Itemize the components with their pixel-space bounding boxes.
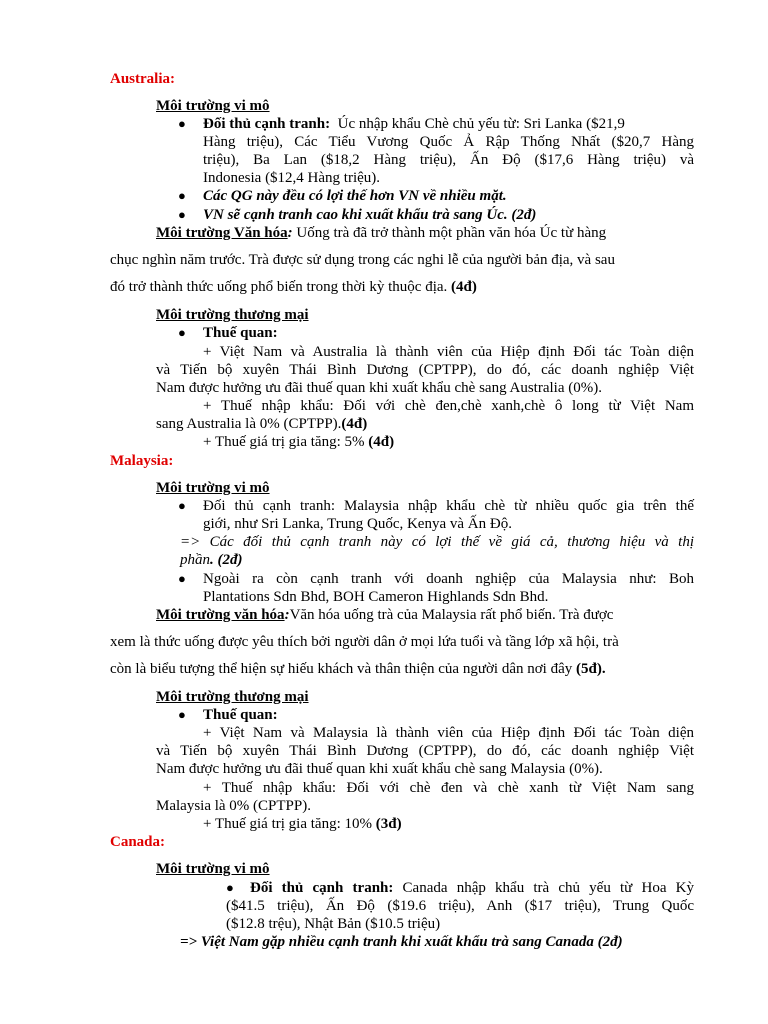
malaysia-culture-line: Môi trường văn hóa:Văn hóa uống trà của Malaysia rất phổ biến. Trà được [156, 607, 614, 623]
australia-culture-score: (4đ) [451, 279, 477, 295]
bullet-icon: ● [178, 498, 186, 513]
malaysia-competitor-text: Đối thủ cạnh tranh: Malaysia nhập khẩu chè từ nhiều quốc gia trên thế [203, 498, 694, 514]
australia-culture-text: Uống trà đã trở thành một phần văn hóa Úc từ hàng [292, 225, 607, 241]
malaysia-culture-text: Văn hóa uống trà của Malaysia rất phổ biến. Trà được [289, 607, 614, 623]
australia-competitor-text: triệu), Ba Lan ($18,2 Hàng triệu), Ấn Độ ($17,6 Hàng triệu) và [203, 152, 694, 168]
malaysia-tariff-text: + Việt Nam và Malaysia là thành viên của Hiệp định Đối tác Toàn diện [203, 725, 694, 741]
australia-competition-note: VN sẽ cạnh tranh cao khi xuất khẩu trà sang Úc. (2đ) [203, 207, 537, 223]
malaysia-tariff-text: Nam được hưởng ưu đãi thuế quan khi xuất khẩu chè sang Malaysia (0%). [156, 761, 603, 777]
canada-conclusion: => Việt Nam gặp nhiều cạnh tranh khi xuất khẩu trà sang Canada (2đ) [180, 934, 623, 950]
malaysia-heading: Malaysia: [110, 453, 174, 469]
australia-competitor-line [203, 115, 625, 133]
malaysia-competitor-text: giới, như Sri Lanka, Trung Quốc, Kenya và Ấn Độ. [203, 516, 512, 532]
bullet-icon: ● [178, 207, 186, 222]
canada-competitor-label: Đối thủ cạnh tranh: [250, 880, 394, 896]
malaysia-culture-score: (5đ). [575, 661, 606, 677]
malaysia-import-tax: + Thuế nhập khẩu: Đối với chè đen và chè xanh từ Việt Nam sang [203, 780, 694, 796]
malaysia-local-competitors: Plantations Sdn Bhd, BOH Cameron Highlands Sdn Bhd. [203, 589, 549, 605]
malaysia-competitor-conclusion-line: phần. (2đ) [180, 552, 243, 568]
canada-heading: Canada: [110, 834, 166, 850]
malaysia-competitor-score: . (2đ) [210, 552, 243, 568]
australia-competitor-text: Hàng triệu), Các Tiểu Vương Quốc Ả Rập Thống Nhất ($20,7 Hàng [203, 134, 694, 150]
australia-vat-line: + Thuế giá trị gia tăng: 5% (4đ) [203, 434, 395, 450]
malaysia-local-competitors: Ngoài ra còn cạnh tranh với doanh nghiệp của Malaysia như: Boh [203, 571, 694, 587]
australia-trade-title: Môi trường thương mại [156, 307, 309, 323]
australia-culture-text: đó trở thành thức uống phổ biến trong thời kỳ thuộc địa. [110, 279, 452, 295]
australia-heading: Australia: [110, 71, 175, 87]
malaysia-culture-text: còn là biểu tượng thể hiện sự hiếu khách và thân thiện của người dân nơi đây [110, 661, 576, 677]
bullet-icon: ● [178, 116, 186, 131]
bullet-icon: ● [178, 325, 186, 340]
australia-culture-title: Môi trường Văn hóa [156, 225, 288, 241]
australia-competitor-text: Úc nhập khẩu Chè chủ yếu từ: Sri Lanka ($21,9 [337, 116, 625, 132]
malaysia-culture-title: Môi trường văn hóa [156, 607, 285, 623]
canada-competitor-line [250, 879, 694, 897]
australia-tariff-text: và Tiến bộ xuyên Thái Bình Dương (CPTPP), do đó, các doanh nghiệp Việt [156, 362, 694, 378]
australia-culture-text: chục nghìn năm trước. Trà được sử dụng trong các nghi lễ của người bản địa, và sau [110, 252, 615, 268]
bullet-icon: ● [178, 188, 186, 203]
australia-advantage-note: Các QG này đều có lợi thế hơn VN về nhiều mặt. [203, 188, 507, 204]
malaysia-trade-title: Môi trường thương mại [156, 689, 309, 705]
australia-tariff-text: Nam được hưởng ưu đãi thuế quan khi xuất khẩu chè sang Australia (0%). [156, 380, 602, 396]
malaysia-culture-line [110, 660, 606, 678]
australia-import-score: (4đ) [341, 416, 368, 432]
australia-competitor-label: Đối thủ cạnh tranh: [203, 116, 331, 132]
canada-competitor-text: Canada nhập khẩu trà chủ yếu từ Hoa Kỳ [393, 880, 694, 896]
australia-competitor-text: Indonesia ($12,4 Hàng triệu). [203, 170, 381, 186]
australia-tariff-label: Thuế quan: [203, 325, 278, 341]
australia-micro-title: Môi trường vi mô [156, 98, 270, 114]
malaysia-micro-title: Môi trường vi mô [156, 480, 270, 496]
malaysia-culture-text: xem là thức uống được yêu thích bởi người dân ở mọi lứa tuổi và tầng lớp xã hội, trà [110, 634, 619, 650]
australia-tariff-text: + Việt Nam và Australia là thành viên của Hiệp định Đối tác Toàn diện [203, 344, 694, 360]
malaysia-import-tax: Malaysia là 0% (CPTPP). [156, 798, 311, 814]
australia-import-tax-line: sang Australia là 0% (CPTPP).(4đ) [156, 416, 368, 432]
australia-import-tax: + Thuế nhập khẩu: Đối với chè đen,chè xanh,chè ô long từ Việt Nam [203, 398, 694, 414]
bullet-icon: ● [178, 571, 186, 586]
malaysia-vat-score: (3đ) [375, 816, 402, 832]
malaysia-tariff-label: Thuế quan: [203, 707, 278, 723]
bullet-icon: ● [178, 707, 186, 722]
malaysia-vat-line: + Thuế giá trị gia tăng: 10% (3đ) [203, 816, 402, 832]
malaysia-competitor-conclusion: => Các đối thủ cạnh tranh này có lợi thế về giá cả, thương hiệu và thị [180, 534, 694, 550]
malaysia-tariff-text: và Tiến bộ xuyên Thái Bình Dương (CPTPP), do đó, các doanh nghiệp Việt [156, 743, 694, 759]
bullet-icon: ● [226, 880, 234, 895]
canada-micro-title: Môi trường vi mô [156, 861, 270, 877]
canada-competitor-text: ($41.5 triệu), Ấn Độ ($19.6 triệu), Anh ($17 triệu), Trung Quốc [226, 898, 694, 914]
canada-competitor-text: ($12.8 trệu), Nhật Bản ($10.5 triệu) [226, 916, 441, 932]
australia-culture-line [110, 278, 477, 296]
australia-vat-score: (4đ) [368, 434, 395, 450]
australia-culture-line: Môi trường Văn hóa: Uống trà đã trở thành một phần văn hóa Úc từ hàng [156, 225, 607, 241]
